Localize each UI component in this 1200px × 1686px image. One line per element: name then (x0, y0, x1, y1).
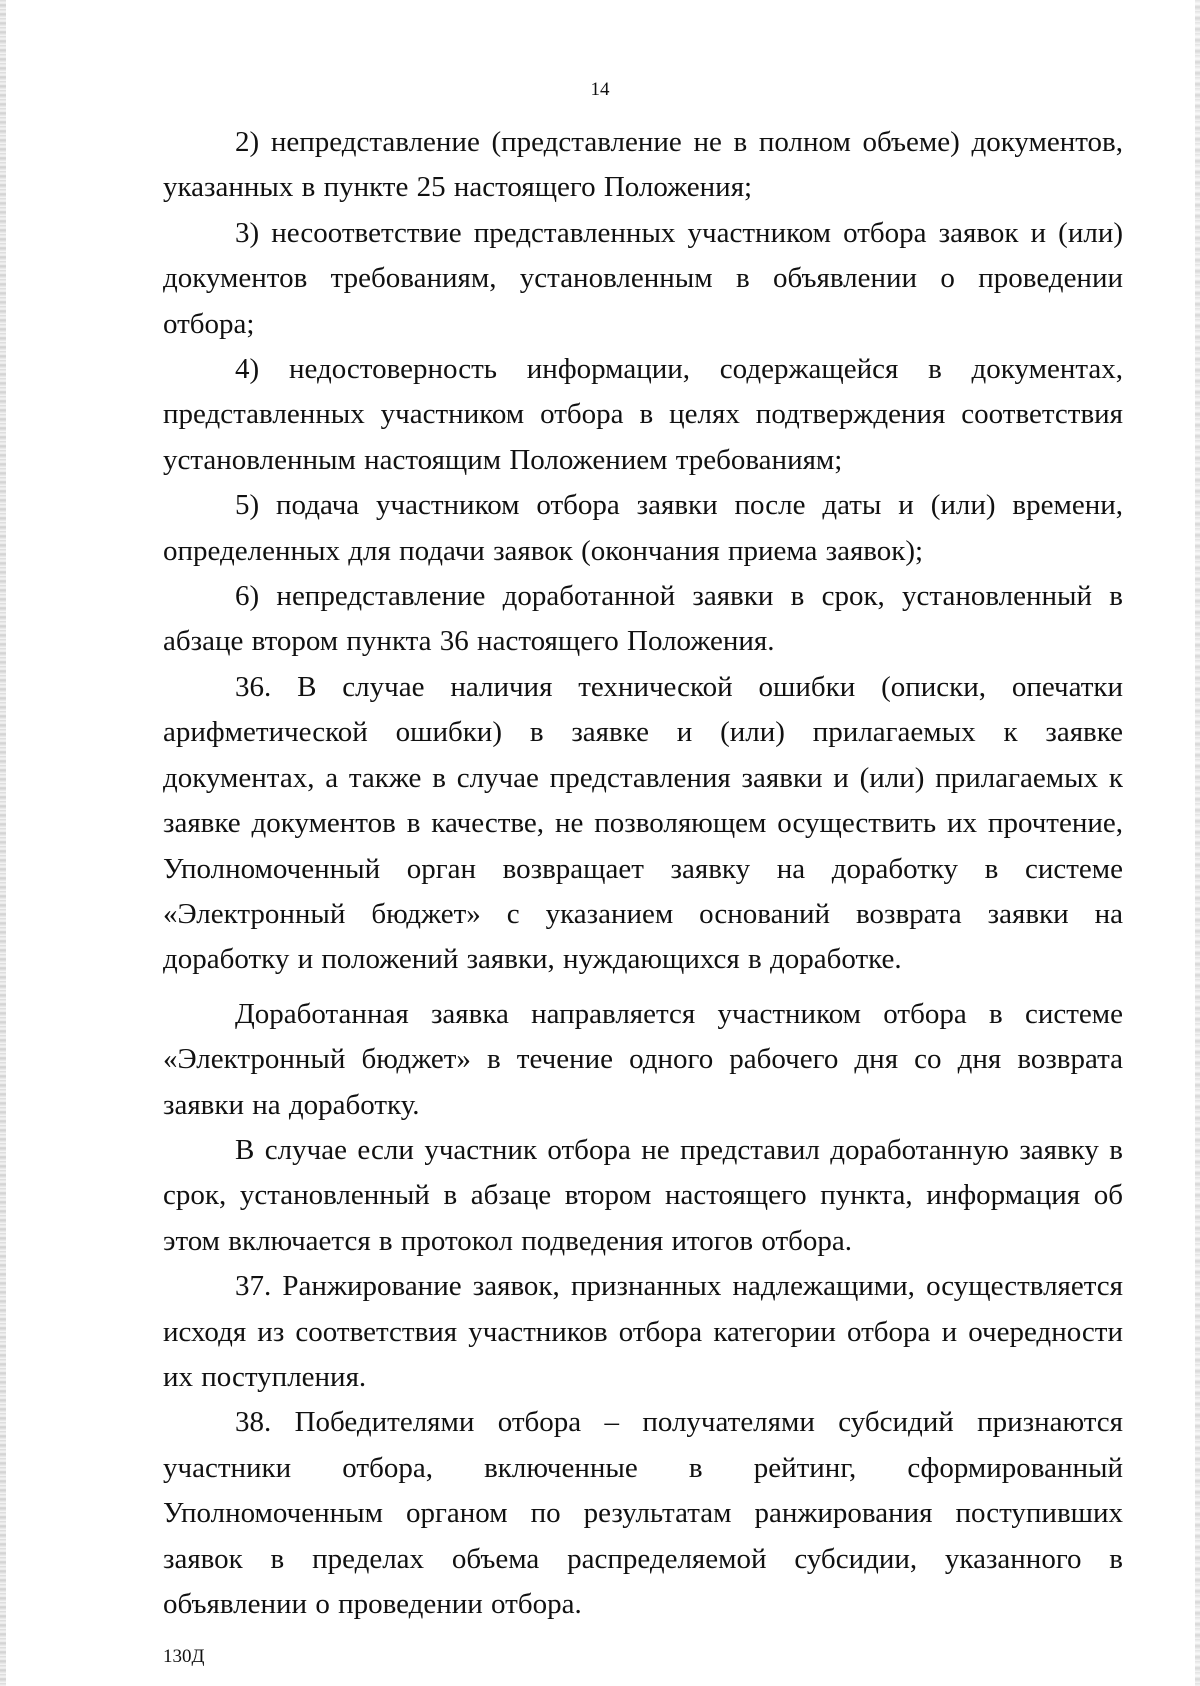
paragraph-clause-38: 38. Победителями отбора – получателями субсидий признаются участники отбора, включенные в рейтинг, сформированный Уполномоченным органом по результатам ранжирования поступивших заявок в пределах объема распределяемой субсидии, указанного в объявлении о проведении отбора. (163, 1406, 1123, 1620)
paragraph-item-5: 5) подача участником отбора заявки после даты и (или) времени, определенных для подачи заявок (окончания приема заявок); (163, 489, 1123, 567)
paragraph-item-4: 4) недостоверность информации, содержащейся в документах, представленных участником отбора в целях подтверждения соответствия установленным настоящим Положением требованиям; (163, 353, 1123, 476)
paragraph-clause-37: 37. Ранжирование заявок, признанных надлежащими, осуществляется исходя из соответствия участников отбора категории отбора и очередности их поступления. (163, 1270, 1123, 1393)
paragraph-item-6: 6) непредставление доработанной заявки в срок, установленный в абзаце втором пункта 36 настоящего Положения. (163, 580, 1123, 658)
paragraph-item-2: 2) непредставление (представление не в полном объеме) документов, указанных в пункте 25 настоящего Положения; (163, 126, 1123, 204)
paragraph-clause-36: 36. В случае наличия технической ошибки (описки, опечатки арифметической ошибки) в заявке и (или) прилагаемых к заявке документах, а также в случае представления заявки и (или) прилагаемых к заявке документов в качестве, не позволяющем осуществить их прочтение, Уполномоченный орган возвращает заявку на доработку в системе «Электронный бюджет» с указанием оснований возврата заявки на доработку и положений заявки, нуждающихся в доработке. (163, 670, 1123, 976)
paragraph-item-3: 3) несоответствие представленных участником отбора заявок и (или) документов требованиям, установленным в объявлении о проведении отбора; (163, 216, 1123, 340)
paragraph-clause-36-revised-application: Доработанная заявка направляется участником отбора в системе «Электронный бюджет» в течение одного рабочего дня со дня возврата заявки на доработку. (163, 997, 1123, 1121)
scan-edge-left (0, 0, 6, 1686)
page-number: 14 (590, 79, 610, 100)
scan-edge-right (1195, 0, 1200, 1686)
footer-document-code: 130Д (163, 1646, 205, 1667)
paragraph-clause-36-not-submitted: В случае если участник отбора не представил доработанную заявку в срок, установленный в абзаце втором настоящего пункта, информация об этом включается в протокол подведения итогов отбора. (163, 1133, 1123, 1257)
document-body (163, 120, 1123, 1627)
